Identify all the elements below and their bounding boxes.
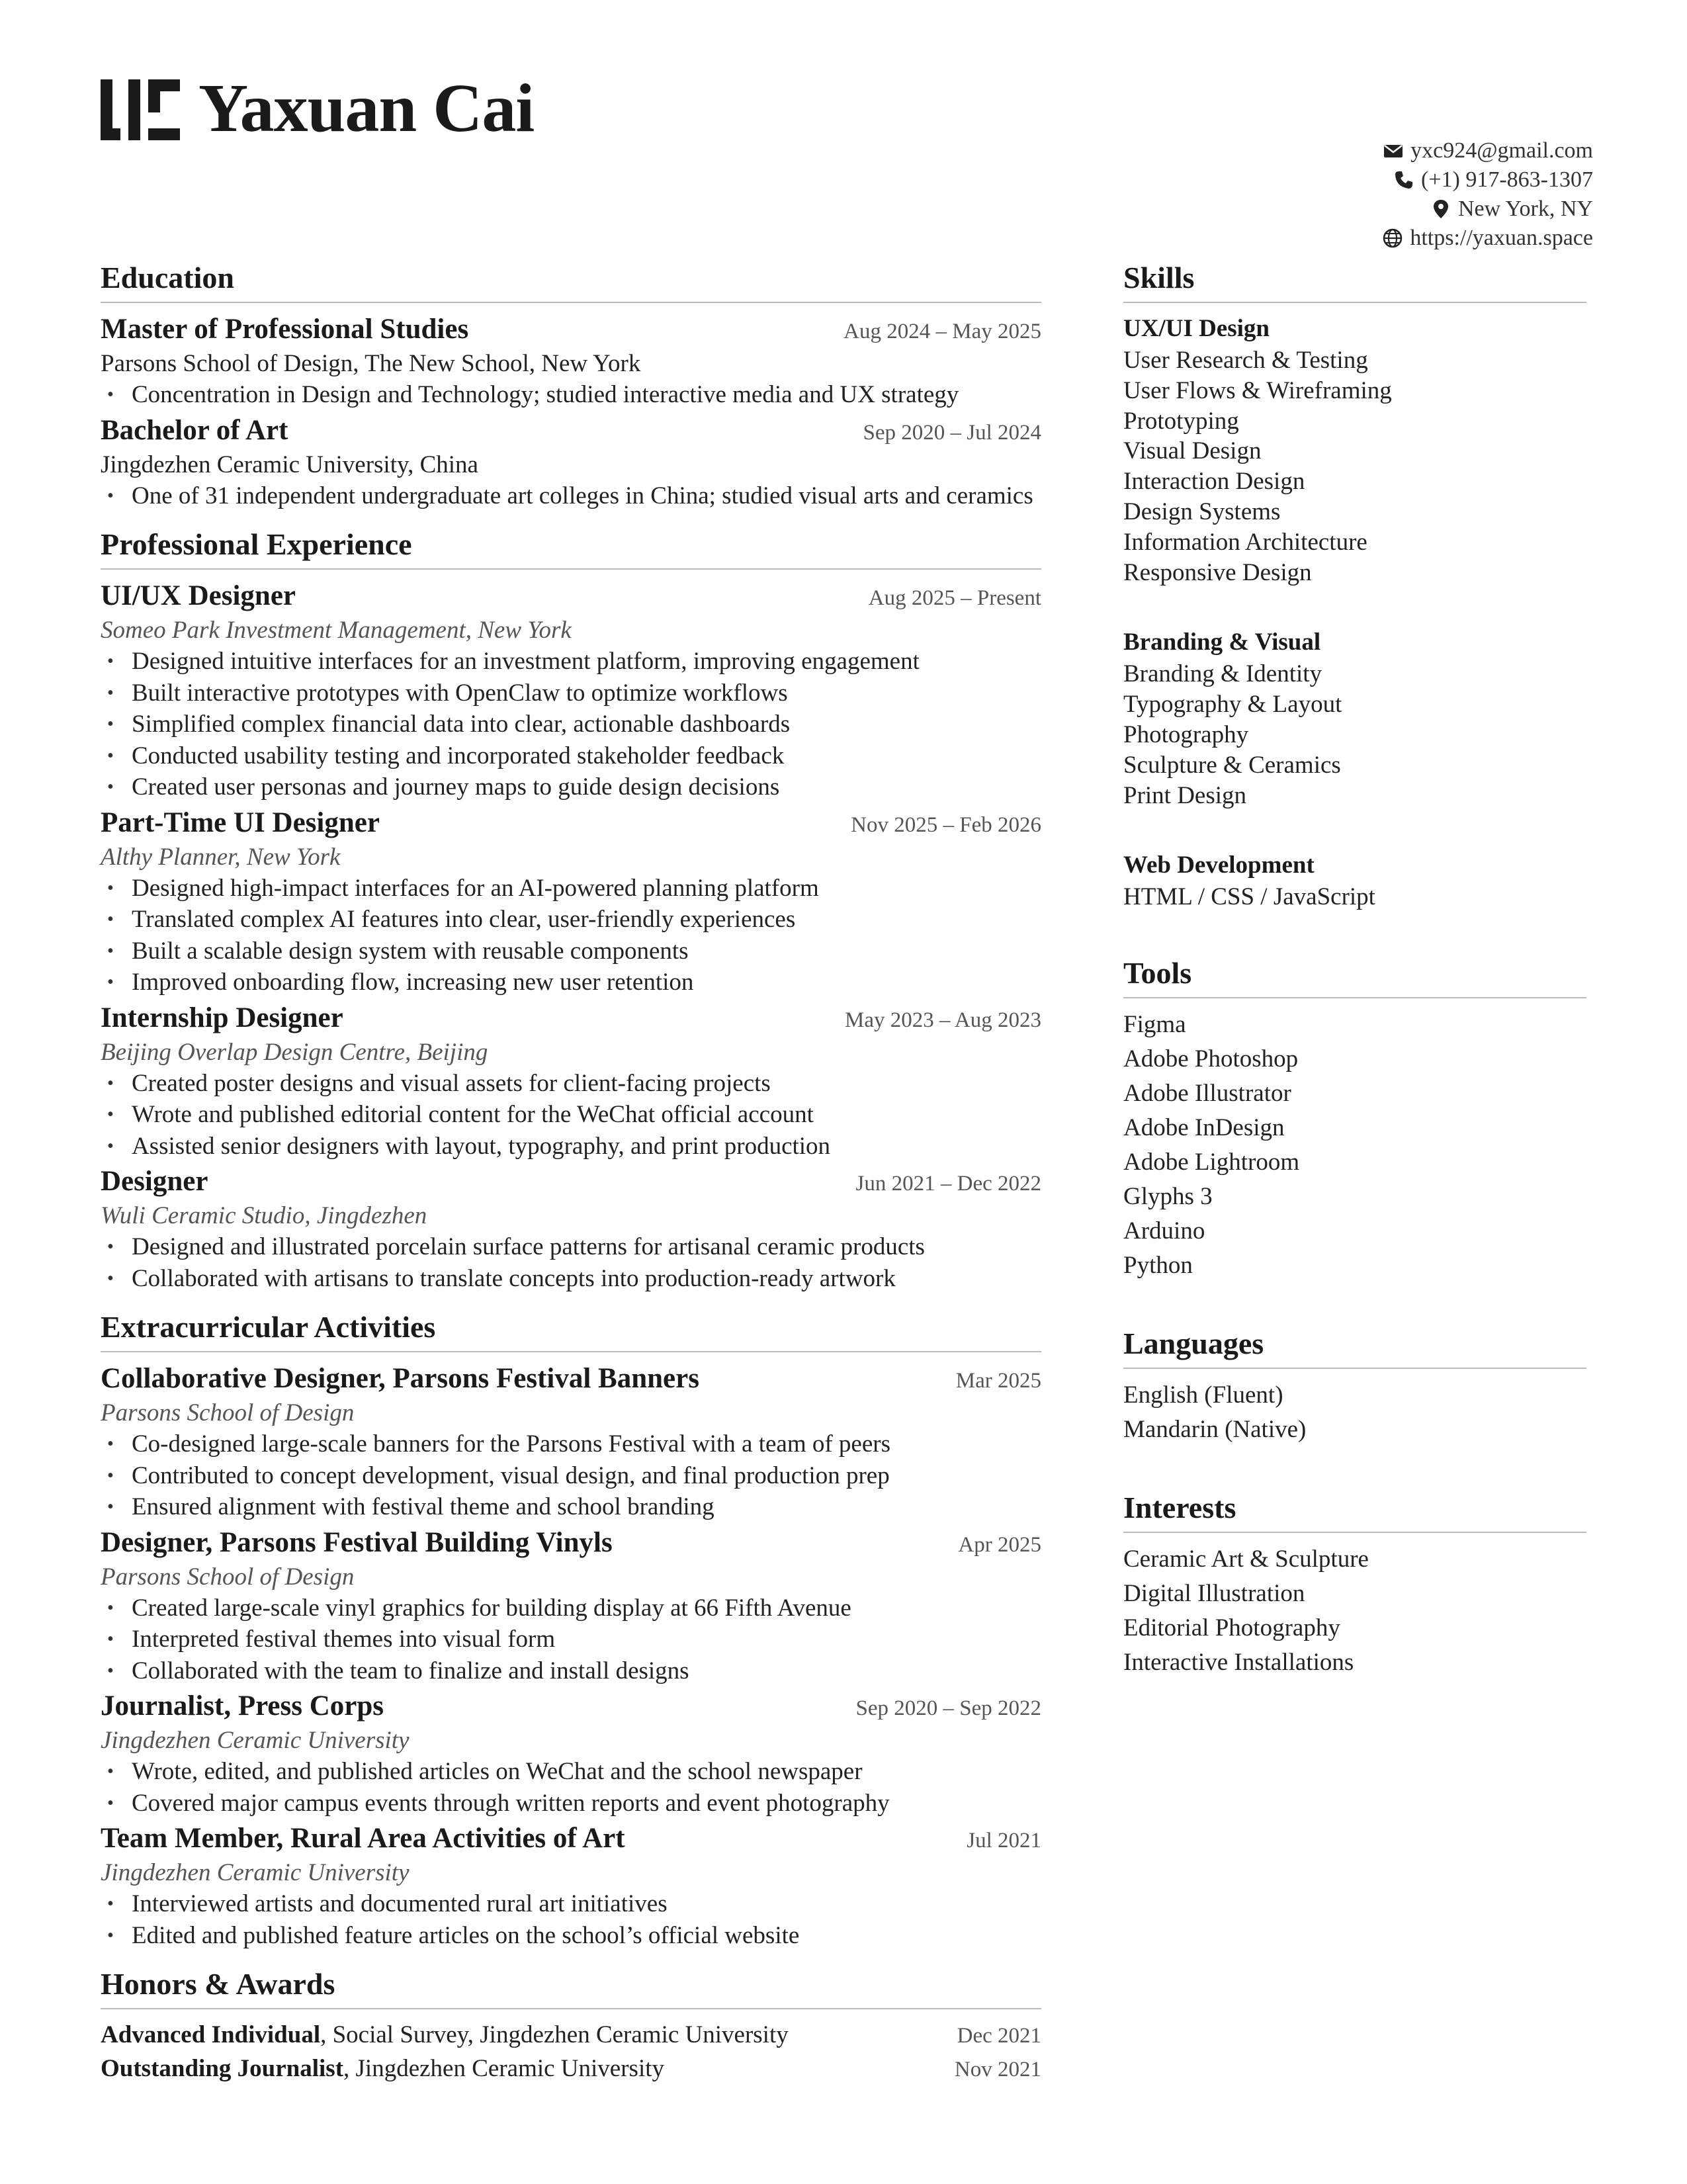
experience-entry <box>101 1001 1041 1162</box>
skill-item: Visual Design <box>1123 437 1262 465</box>
entry-org: Parsons School of Design <box>101 1563 355 1591</box>
entry-org: Althy Planner, New York <box>101 843 341 871</box>
bullet-item: • Created large-scale vinyl graphics for building display at 66 Fifth Avenue <box>101 1593 1041 1624</box>
bullet-item: • Built a scalable design system with reusable components <box>101 936 1041 967</box>
languages-section <box>1123 1325 1586 1447</box>
skill-item: Design Systems <box>1123 498 1281 525</box>
tool-item: Adobe Photoshop <box>1123 1045 1299 1073</box>
bullet-item: • Created user personas and journey maps to guide design decisions <box>101 771 1041 803</box>
skill-group-title: Branding & Visual <box>1123 629 1321 656</box>
award-date: Nov 2021 <box>954 2058 1041 2081</box>
education-entry <box>101 312 1041 411</box>
bullet-item: • Concentration in Design and Technology; studied interactive media and UX strategy <box>101 379 1041 411</box>
email-text: yxc924@gmail.com <box>1410 138 1593 163</box>
entry-school: Parsons School of Design, The New School, New York <box>101 350 641 377</box>
award-row <box>101 2019 1041 2052</box>
entry-date: May 2023 – Aug 2023 <box>845 1008 1041 1032</box>
section-heading: Honors & Awards <box>101 1967 335 2001</box>
section-heading: Tools <box>1123 956 1192 990</box>
tool-item: Adobe Lightroom <box>1123 1149 1300 1176</box>
section-divider <box>101 1351 1041 1352</box>
skill-item: Typography & Layout <box>1123 691 1342 719</box>
awards-section <box>101 1966 1041 2086</box>
section-divider <box>1123 1368 1586 1369</box>
section-divider <box>101 302 1041 303</box>
experience-entry <box>101 579 1041 803</box>
entry-title: UI/UX Designer <box>101 580 296 611</box>
skill-group <box>1123 312 1586 588</box>
section-heading: Interests <box>1123 1491 1236 1525</box>
education-section <box>101 259 1041 511</box>
entry-title: Bachelor of Art <box>101 414 288 446</box>
section-heading: Skills <box>1123 261 1195 294</box>
envelope-icon <box>1383 140 1404 161</box>
entry-date: Sep 2020 – Sep 2022 <box>855 1696 1041 1720</box>
tool-item: Python <box>1123 1252 1193 1280</box>
entry-title: Collaborative Designer, Parsons Festival Banners <box>101 1363 699 1394</box>
entry-date: Mar 2025 <box>955 1369 1041 1393</box>
entry-org: Wuli Ceramic Studio, Jingdezhen <box>101 1202 427 1229</box>
interest-item: Editorial Photography <box>1123 1614 1340 1642</box>
skill-group-title: UX/UI Design <box>1123 315 1270 342</box>
award-date: Dec 2021 <box>957 2024 1041 2048</box>
contact-location <box>1382 195 1593 224</box>
bullet-item: • Covered major campus events through written reports and event photography <box>101 1788 1041 1819</box>
skills-section <box>1123 259 1586 912</box>
tool-item: Arduino <box>1123 1217 1205 1245</box>
skill-item: Sculpture & Ceramics <box>1123 751 1341 779</box>
website-text: https://yaxuan.space <box>1410 226 1593 250</box>
extracurricular-section <box>101 1309 1041 1951</box>
phone-icon <box>1393 169 1414 191</box>
bullet-item: • Ensured alignment with festival theme and school branding <box>101 1491 1041 1523</box>
award-detail: , Jingdezhen Ceramic University <box>343 2055 665 2082</box>
skill-group-title: Web Development <box>1123 852 1315 879</box>
experience-section <box>101 526 1041 1294</box>
language-item: Mandarin (Native) <box>1123 1416 1307 1444</box>
main-column <box>101 259 1041 2086</box>
bullet-item: • Wrote, edited, and published articles on WeChat and the school newspaper <box>101 1756 1041 1788</box>
entry-org: Parsons School of Design <box>101 1399 355 1426</box>
sidebar-column <box>1123 259 1586 1680</box>
skill-item: Prototyping <box>1123 407 1239 435</box>
award-row <box>101 2052 1041 2086</box>
entry-title: Part-Time UI Designer <box>101 807 380 838</box>
bullet-item: • Conducted usability testing and incorporated stakeholder feedback <box>101 740 1041 772</box>
entry-date: Jul 2021 <box>967 1829 1041 1853</box>
entry-title: Journalist, Press Corps <box>101 1690 384 1722</box>
skill-item: Photography <box>1123 721 1249 748</box>
interests-section <box>1123 1489 1586 1680</box>
experience-entry <box>101 806 1041 998</box>
entry-org: Beijing Overlap Design Centre, Beijing <box>101 1038 488 1066</box>
language-item: English (Fluent) <box>1123 1381 1283 1409</box>
section-heading: Extracurricular Activities <box>101 1310 436 1344</box>
bullet-item: • Built interactive prototypes with OpenClaw to optimize workflows <box>101 677 1041 709</box>
tools-section <box>1123 955 1586 1283</box>
entry-org: Jingdezhen Ceramic University <box>101 1727 410 1754</box>
contact-website[interactable] <box>1382 224 1593 253</box>
activity-entry <box>101 1689 1041 1819</box>
bullet-item: • Simplified complex financial data into clear, actionable dashboards <box>101 709 1041 740</box>
contact-email[interactable] <box>1382 136 1593 165</box>
award-detail: , Social Survey, Jingdezhen Ceramic University <box>320 2021 789 2048</box>
entry-date: Nov 2025 – Feb 2026 <box>851 812 1041 837</box>
entry-date: Jun 2021 – Dec 2022 <box>855 1172 1041 1196</box>
tool-item: Adobe InDesign <box>1123 1114 1285 1142</box>
bullet-item: • Translated complex AI features into clear, user-friendly experiences <box>101 904 1041 936</box>
bullet-item: • Collaborated with the team to finalize and install designs <box>101 1655 1041 1687</box>
bullet-item: • Assisted senior designers with layout, typography, and print production <box>101 1131 1041 1162</box>
tool-item: Glyphs 3 <box>1123 1183 1213 1211</box>
globe-icon <box>1382 228 1403 249</box>
bullet-item: • Wrote and published editorial content for the WeChat official account <box>101 1099 1041 1131</box>
section-divider <box>101 2008 1041 2009</box>
section-heading: Languages <box>1123 1327 1264 1361</box>
tool-item: Figma <box>1123 1011 1186 1039</box>
bullet-item: • Improved onboarding flow, increasing new user retention <box>101 967 1041 998</box>
skill-item: User Research & Testing <box>1123 347 1368 374</box>
experience-entry <box>101 1164 1041 1294</box>
contact-block <box>1382 136 1593 253</box>
map-pin-icon <box>1430 198 1451 220</box>
entry-date: Aug 2025 – Present <box>868 586 1041 610</box>
bullet-item: • Co-designed large-scale banners for the Parsons Festival with a team of peers <box>101 1428 1041 1460</box>
bullet-item: • Interpreted festival themes into visual form <box>101 1624 1041 1655</box>
interest-item: Ceramic Art & Sculpture <box>1123 1546 1369 1573</box>
bullet-item: • Designed and illustrated porcelain surface patterns for artisanal ceramic products <box>101 1231 1041 1263</box>
interest-item: Interactive Installations <box>1123 1649 1354 1677</box>
section-divider <box>101 568 1041 570</box>
bullet-item: • Contributed to concept development, visual design, and final production prep <box>101 1460 1041 1492</box>
entry-org: Jingdezhen Ceramic University <box>101 1859 410 1886</box>
entry-title: Team Member, Rural Area Activities of Art <box>101 1823 625 1854</box>
bullet-item: • Designed high-impact interfaces for an AI-powered planning platform <box>101 873 1041 904</box>
education-entry <box>101 414 1041 512</box>
skill-group <box>1123 626 1586 810</box>
bullet-item: • Edited and published feature articles on the school’s official website <box>101 1920 1041 1952</box>
activity-entry <box>101 1362 1041 1523</box>
bullet-item: • Created poster designs and visual assets for client-facing projects <box>101 1068 1041 1100</box>
skill-item: HTML / CSS / JavaScript <box>1123 883 1375 911</box>
activity-entry <box>101 1526 1041 1687</box>
entry-org: Someo Park Investment Management, New York <box>101 617 572 644</box>
section-divider <box>1123 302 1586 303</box>
section-divider <box>1123 997 1586 998</box>
award-title: Outstanding Journalist <box>101 2055 344 2082</box>
entry-title: Designer <box>101 1166 208 1197</box>
interest-item: Digital Illustration <box>1123 1580 1305 1608</box>
entry-title: Designer, Parsons Festival Building Vinyls <box>101 1526 613 1558</box>
contact-phone[interactable] <box>1382 165 1593 195</box>
entry-title: Internship Designer <box>101 1002 343 1033</box>
skill-item: User Flows & Wireframing <box>1123 376 1392 404</box>
award-title: Advanced Individual <box>101 2021 321 2048</box>
section-divider <box>1123 1532 1586 1533</box>
skill-item: Interaction Design <box>1123 468 1305 496</box>
skill-item: Information Architecture <box>1123 528 1367 556</box>
skill-item: Branding & Identity <box>1123 660 1322 688</box>
entry-date: Sep 2020 – Jul 2024 <box>863 420 1041 445</box>
bullet-item: • Interviewed artists and documented rural art initiatives <box>101 1888 1041 1920</box>
entry-date: Aug 2024 – May 2025 <box>844 320 1041 343</box>
location-text: New York, NY <box>1457 197 1593 221</box>
section-heading: Professional Experience <box>101 527 412 561</box>
entry-school: Jingdezhen Ceramic University, China <box>101 451 478 478</box>
skill-group <box>1123 849 1586 912</box>
tool-item: Adobe Illustrator <box>1123 1080 1291 1108</box>
entry-date: Apr 2025 <box>958 1532 1041 1557</box>
activity-entry <box>101 1821 1041 1951</box>
bullet-item: • Designed intuitive interfaces for an investment platform, improving engagement <box>101 646 1041 677</box>
candidate-name: Yaxuan Cai <box>198 70 535 146</box>
bullet-item: • Collaborated with artisans to translate concepts into production-ready artwork <box>101 1263 1041 1295</box>
bullet-item: • One of 31 independent undergraduate art colleges in China; studied visual arts and ceramics <box>101 480 1041 512</box>
logo-mark <box>101 79 180 140</box>
section-heading: Education <box>101 261 234 294</box>
phone-text: (+1) 917-863-1307 <box>1421 167 1593 192</box>
skill-item: Print Design <box>1123 781 1247 809</box>
entry-title: Master of Professional Studies <box>101 314 469 345</box>
skill-item: Responsive Design <box>1123 558 1312 586</box>
